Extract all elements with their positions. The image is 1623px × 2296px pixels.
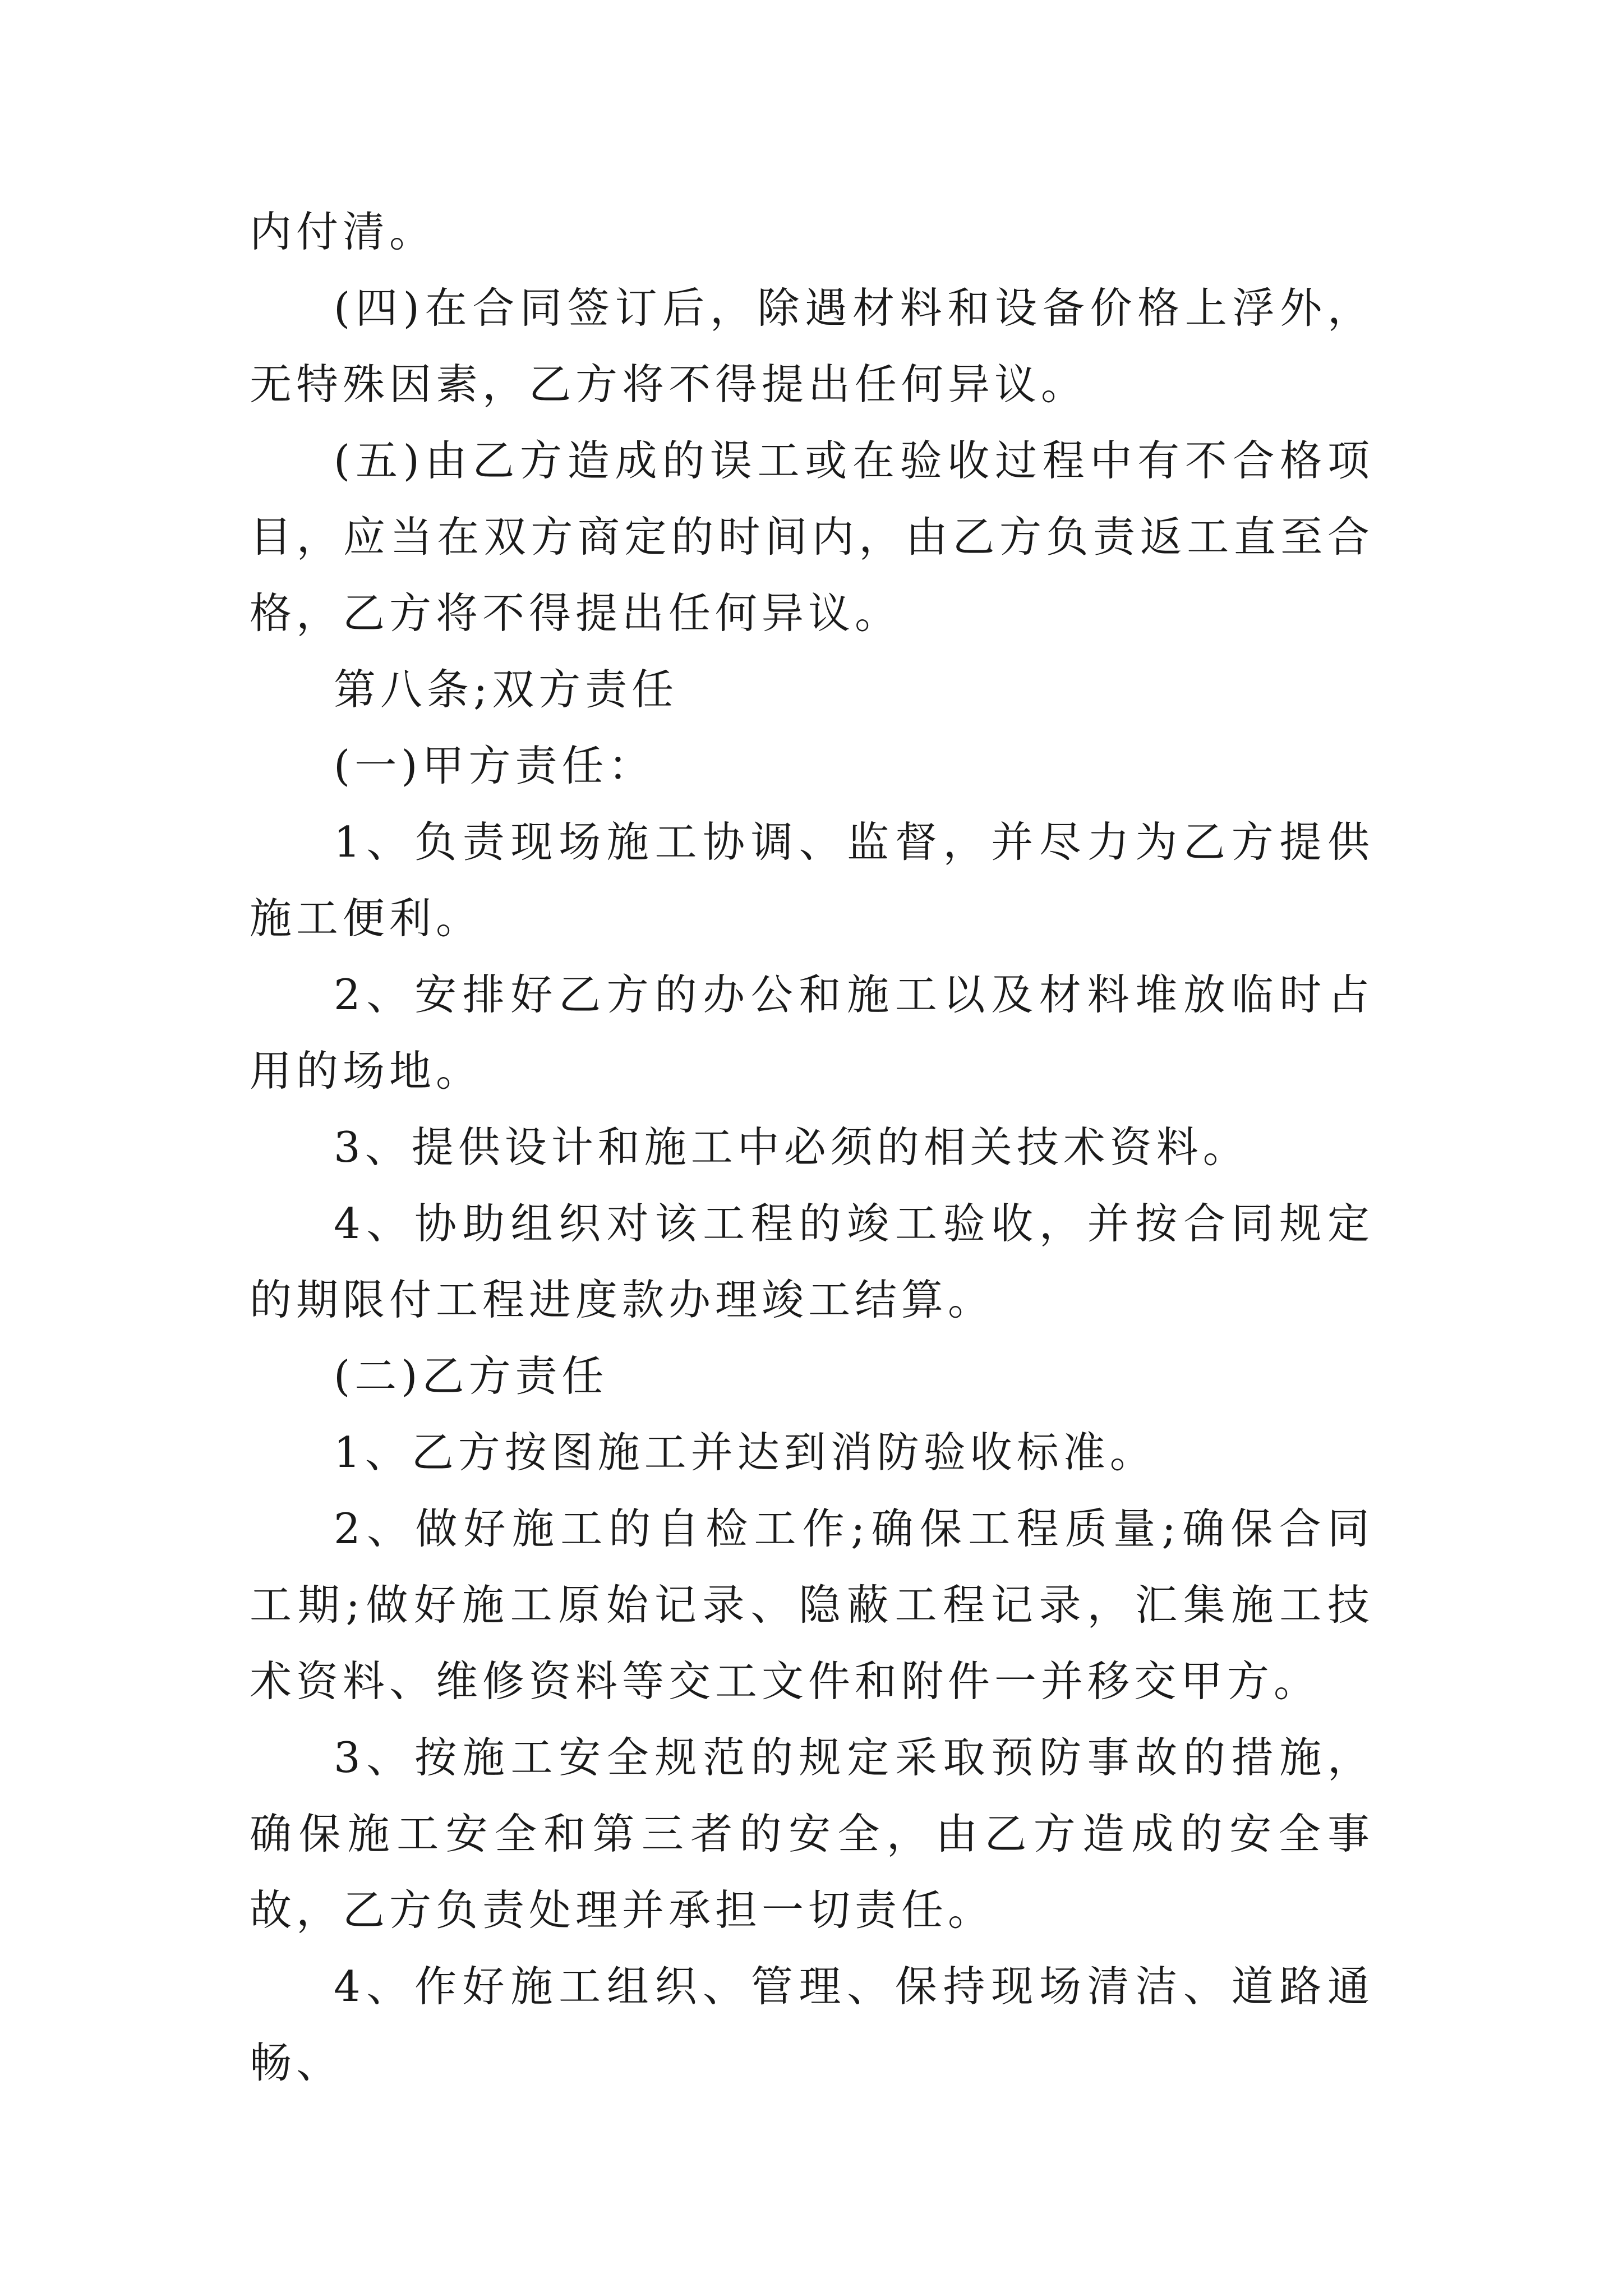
section-heading: 第八条;双方责任 xyxy=(334,665,679,714)
list-item: 4、作好施工组织、管理、保持现场清洁、道路通畅、 xyxy=(250,1962,1374,2087)
list-item: 2、安排好乙方的办公和施工以及材料堆放临时占用的场地。 xyxy=(250,970,1374,1096)
list-item: 4、协助组织对该工程的竣工验收，并按合同规定的期限付工程进度款办理竣工结算。 xyxy=(250,1199,1374,1324)
list-item: 2、做好施工的自检工作;确保工程质量;确保合同工期;做好施工原始记录、隐蔽工程记录，汇集施工技术资料、维修资料等交工文件和附件一并移交甲方。 xyxy=(250,1504,1374,1706)
document-body xyxy=(250,194,1374,2101)
list-item: 3、按施工安全规范的规定采取预防事故的措施，确保施工安全和第三者的安全，由乙方造成的安全事故，乙方负责处理并承担一切责任。 xyxy=(250,1733,1374,1935)
paragraph: (四)在合同签订后，除遇材料和设备价格上浮外，无特殊因素，乙方将不得提出任何异议。 xyxy=(250,283,1374,409)
list-item: 3、提供设计和施工中必须的相关技术资料。 xyxy=(334,1122,1249,1172)
list-item: 1、乙方按图施工并达到消防验收标准。 xyxy=(334,1428,1156,1477)
list-item: 1、负责现场施工协调、监督，并尽力为乙方提供施工便利。 xyxy=(250,817,1374,943)
paragraph: 内付清。 xyxy=(250,207,436,256)
subsection-heading: (一)甲方责任： xyxy=(334,741,655,790)
paragraph: (五)由乙方造成的误工或在验收过程中有不合格项目，应当在双方商定的时间内，由乙方负责返工直至合格，乙方将不得提出任何异议。 xyxy=(250,436,1374,638)
subsection-heading: (二)乙方责任 xyxy=(334,1351,608,1401)
